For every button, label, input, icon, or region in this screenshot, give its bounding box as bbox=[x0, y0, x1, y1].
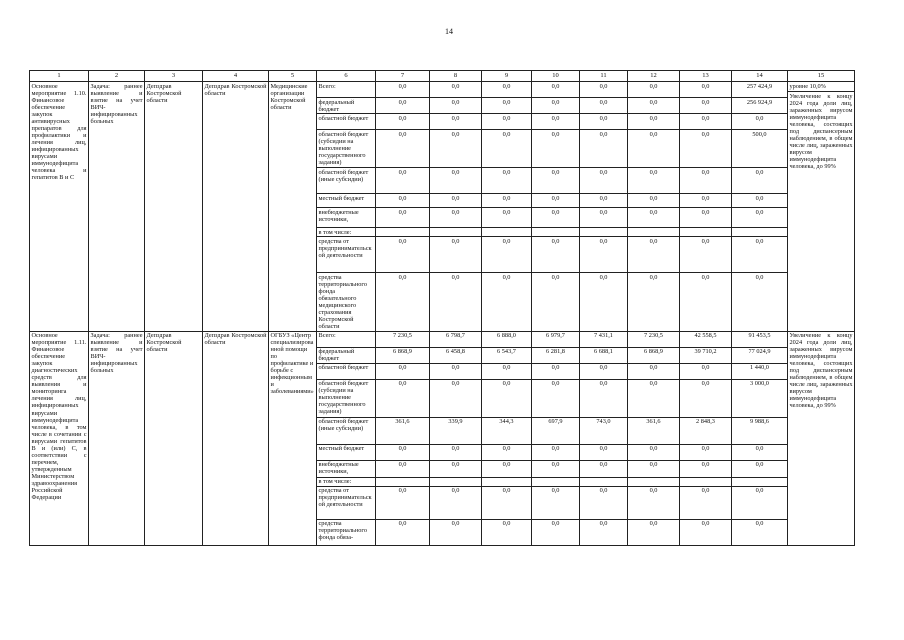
source-cell: средства территориального фонда обяза- bbox=[317, 519, 376, 545]
header-cell: 10 bbox=[532, 71, 580, 82]
value-cell: 0,0 bbox=[376, 486, 430, 519]
value-cell: 0,0 bbox=[732, 168, 788, 194]
value-cell: 0,0 bbox=[732, 273, 788, 331]
value-cell: 6 543,7 bbox=[482, 347, 532, 363]
value-cell: 0,0 bbox=[680, 168, 732, 194]
task-cell: Задача: раннее выявление и взятие на учет ВИЧ-инфицированных больных bbox=[89, 82, 145, 332]
value-cell: 0,0 bbox=[680, 82, 732, 98]
value-cell: 0,0 bbox=[628, 114, 680, 130]
source-cell: областной бюджет bbox=[317, 363, 376, 379]
value-cell: 0,0 bbox=[580, 444, 628, 460]
value-cell: 0,0 bbox=[580, 208, 628, 228]
value-cell: 0,0 bbox=[376, 237, 430, 273]
source-cell: местный бюджет bbox=[317, 444, 376, 460]
value-cell: 0,0 bbox=[532, 194, 580, 208]
value-cell: 7 230,5 bbox=[376, 331, 430, 347]
value-cell: 0,0 bbox=[482, 444, 532, 460]
value-cell: 0,0 bbox=[580, 519, 628, 545]
value-cell: 39 710,2 bbox=[680, 347, 732, 363]
value-cell: 0,0 bbox=[532, 98, 580, 114]
value-cell: 0,0 bbox=[430, 379, 482, 417]
value-cell: 0,0 bbox=[376, 98, 430, 114]
source-cell: областной бюджет bbox=[317, 114, 376, 130]
value-cell: 0,0 bbox=[580, 82, 628, 98]
source-cell: местный бюджет bbox=[317, 194, 376, 208]
value-cell: 0,0 bbox=[580, 273, 628, 331]
value-cell: 0,0 bbox=[482, 82, 532, 98]
value-cell: 0,0 bbox=[532, 519, 580, 545]
source-cell: средства от предпринимательской деятельности bbox=[317, 237, 376, 273]
value-cell: 0,0 bbox=[628, 273, 680, 331]
value-cell: 0,0 bbox=[628, 237, 680, 273]
value-cell: 0,0 bbox=[532, 130, 580, 168]
value-cell: 0,0 bbox=[680, 208, 732, 228]
coexecutor-cell: Депздрав Костромской области bbox=[203, 82, 269, 332]
result-text: Увеличение к концу 2024 года доли лиц, зараженных вирусом иммунодефицита человека, состоящих под диспансерным наблюдением, в общем числе лиц, зараженных вирусом иммунодефицита человека, до 99% bbox=[789, 332, 853, 410]
value-cell: 0,0 bbox=[628, 379, 680, 417]
value-cell: 0,0 bbox=[482, 486, 532, 519]
source-cell: внебюджетные источники, bbox=[317, 208, 376, 228]
table-row bbox=[30, 331, 855, 347]
source-cell: средства территориального фонда обязательного медицинского страхования Костромской области bbox=[317, 273, 376, 331]
source-cell: в том числе: bbox=[317, 228, 376, 237]
value-cell: 0,0 bbox=[376, 82, 430, 98]
value-cell: 0,0 bbox=[430, 486, 482, 519]
value-cell: 0,0 bbox=[532, 114, 580, 130]
value-cell: 0,0 bbox=[680, 237, 732, 273]
header-cell: 6 bbox=[317, 71, 376, 82]
value-cell: 0,0 bbox=[482, 194, 532, 208]
value-cell: 0,0 bbox=[580, 237, 628, 273]
value-cell: 0,0 bbox=[580, 130, 628, 168]
value-cell: 0,0 bbox=[532, 486, 580, 519]
value-cell: 0,0 bbox=[482, 237, 532, 273]
source-cell: федеральный бюджет bbox=[317, 98, 376, 114]
value-cell: 0,0 bbox=[430, 363, 482, 379]
value-cell: 0,0 bbox=[376, 130, 430, 168]
value-cell: 0,0 bbox=[482, 363, 532, 379]
value-cell: 0,0 bbox=[680, 98, 732, 114]
value-cell bbox=[580, 477, 628, 486]
value-cell: 6 281,8 bbox=[532, 347, 580, 363]
value-cell: 0,0 bbox=[376, 273, 430, 331]
value-cell: 0,0 bbox=[482, 168, 532, 194]
value-cell: 0,0 bbox=[628, 444, 680, 460]
value-cell: 0,0 bbox=[482, 114, 532, 130]
page-number: 14 bbox=[445, 27, 453, 36]
value-cell: 697,9 bbox=[532, 417, 580, 444]
value-cell: 77 024,9 bbox=[732, 347, 788, 363]
value-cell: 743,0 bbox=[580, 417, 628, 444]
value-cell: 0,0 bbox=[680, 363, 732, 379]
value-cell: 7 230,5 bbox=[628, 331, 680, 347]
value-cell: 0,0 bbox=[430, 82, 482, 98]
value-cell: 0,0 bbox=[430, 98, 482, 114]
value-cell: 256 924,9 bbox=[732, 98, 788, 114]
value-cell: 0,0 bbox=[430, 168, 482, 194]
value-cell bbox=[732, 477, 788, 486]
value-cell: 6 688,1 bbox=[580, 347, 628, 363]
value-cell: 0,0 bbox=[430, 237, 482, 273]
value-cell: 0,0 bbox=[580, 114, 628, 130]
value-cell: 0,0 bbox=[580, 168, 628, 194]
value-cell: 0,0 bbox=[680, 486, 732, 519]
value-cell: 0,0 bbox=[376, 208, 430, 228]
value-cell: 6 888,0 bbox=[482, 331, 532, 347]
value-cell bbox=[430, 228, 482, 237]
value-cell bbox=[628, 477, 680, 486]
value-cell: 0,0 bbox=[532, 168, 580, 194]
value-cell bbox=[732, 228, 788, 237]
header-cell: 12 bbox=[628, 71, 680, 82]
value-cell bbox=[628, 228, 680, 237]
value-cell: 0,0 bbox=[628, 460, 680, 477]
table-row bbox=[30, 82, 855, 98]
source-cell: средства от предпринимательской деятельности bbox=[317, 486, 376, 519]
source-cell: Всего: bbox=[317, 82, 376, 98]
value-cell bbox=[376, 228, 430, 237]
value-cell bbox=[430, 477, 482, 486]
value-cell: 0,0 bbox=[628, 98, 680, 114]
header-row bbox=[30, 71, 855, 82]
value-cell bbox=[376, 477, 430, 486]
value-cell: 0,0 bbox=[376, 519, 430, 545]
value-cell: 1 440,0 bbox=[732, 363, 788, 379]
value-cell: 0,0 bbox=[376, 444, 430, 460]
source-cell: федеральный бюджет bbox=[317, 347, 376, 363]
value-cell: 0,0 bbox=[732, 519, 788, 545]
value-cell: 344,3 bbox=[482, 417, 532, 444]
value-cell: 0,0 bbox=[580, 460, 628, 477]
value-cell: 0,0 bbox=[628, 82, 680, 98]
task-cell: Задача: раннее выявление и взятие на учет ВИЧ-инфицированных больных bbox=[89, 331, 145, 545]
value-cell: 0,0 bbox=[628, 519, 680, 545]
value-cell: 339,9 bbox=[430, 417, 482, 444]
value-cell: 0,0 bbox=[628, 130, 680, 168]
value-cell: 6 458,8 bbox=[430, 347, 482, 363]
value-cell: 91 453,5 bbox=[732, 331, 788, 347]
value-cell: 0,0 bbox=[732, 237, 788, 273]
source-cell: областной бюджет (субсидии на выполнение государственного задания) bbox=[317, 379, 376, 417]
value-cell: 0,0 bbox=[532, 444, 580, 460]
result-cell bbox=[788, 331, 855, 545]
header-cell: 2 bbox=[89, 71, 145, 82]
value-cell: 0,0 bbox=[376, 379, 430, 417]
value-cell: 6 979,7 bbox=[532, 331, 580, 347]
value-cell: 6 798,7 bbox=[430, 331, 482, 347]
header-cell: 9 bbox=[482, 71, 532, 82]
source-cell: внебюджетные источники, bbox=[317, 460, 376, 477]
header-cell: 14 bbox=[732, 71, 788, 82]
value-cell: 0,0 bbox=[482, 519, 532, 545]
measure-cell: Основное мероприятие 1.11. Финансовое обеспечение закупок диагностических средств для выявления и мониторинга лечения лиц, инфицированных вирусами иммунодефицита человека, в том числе в сочетании с вирусами гепатитов В и (или) С, в соответствии с перечнем, утвержденным Министерством здравоохранения Российской Федерации bbox=[30, 331, 89, 545]
value-cell: 0,0 bbox=[430, 519, 482, 545]
value-cell: 0,0 bbox=[628, 208, 680, 228]
value-cell: 0,0 bbox=[430, 460, 482, 477]
value-cell bbox=[532, 228, 580, 237]
value-cell: 0,0 bbox=[376, 114, 430, 130]
value-cell: 0,0 bbox=[430, 194, 482, 208]
value-cell: 0,0 bbox=[580, 379, 628, 417]
header-cell: 3 bbox=[145, 71, 203, 82]
value-cell: 0,0 bbox=[482, 460, 532, 477]
result-text: Увеличение к концу 2024 года доли лиц, зараженных вирусом иммунодефицита человека, состоящих под диспансерным наблюдением, в общем числе лиц, зараженных вирусом иммунодефицита человека, до 99% bbox=[789, 92, 853, 171]
value-cell: 0,0 bbox=[482, 273, 532, 331]
value-cell: 0,0 bbox=[732, 486, 788, 519]
participants-cell: Медицинские организации Костромской области bbox=[269, 82, 317, 332]
participants-cell: ОГБУЗ «Центр специализированной помощи по профилактике и борьбе с инфекционными заболеваниями» bbox=[269, 331, 317, 545]
value-cell: 0,0 bbox=[580, 194, 628, 208]
source-cell: Всего: bbox=[317, 331, 376, 347]
value-cell: 0,0 bbox=[680, 130, 732, 168]
value-cell: 0,0 bbox=[376, 168, 430, 194]
value-cell: 0,0 bbox=[628, 363, 680, 379]
value-cell: 6 868,9 bbox=[376, 347, 430, 363]
value-cell: 0,0 bbox=[430, 444, 482, 460]
value-cell: 0,0 bbox=[482, 208, 532, 228]
value-cell: 0,0 bbox=[430, 114, 482, 130]
value-cell: 0,0 bbox=[532, 208, 580, 228]
value-cell: 0,0 bbox=[532, 363, 580, 379]
value-cell: 0,0 bbox=[430, 208, 482, 228]
value-cell: 361,6 bbox=[628, 417, 680, 444]
carry-over-note: уровне 10,0% bbox=[788, 83, 854, 92]
value-cell: 0,0 bbox=[532, 273, 580, 331]
value-cell bbox=[482, 228, 532, 237]
header-cell: 8 bbox=[430, 71, 482, 82]
value-cell: 0,0 bbox=[732, 460, 788, 477]
value-cell: 0,0 bbox=[680, 114, 732, 130]
value-cell bbox=[680, 477, 732, 486]
result-cell bbox=[788, 82, 855, 332]
value-cell: 0,0 bbox=[732, 194, 788, 208]
value-cell: 0,0 bbox=[628, 194, 680, 208]
value-cell: 0,0 bbox=[376, 460, 430, 477]
value-cell: 0,0 bbox=[532, 82, 580, 98]
header-cell: 13 bbox=[680, 71, 732, 82]
value-cell: 500,0 bbox=[732, 130, 788, 168]
value-cell: 6 868,9 bbox=[628, 347, 680, 363]
value-cell: 0,0 bbox=[680, 519, 732, 545]
source-cell: областной бюджет (иные субсидии) bbox=[317, 417, 376, 444]
value-cell: 7 431,1 bbox=[580, 331, 628, 347]
header-cell: 15 bbox=[788, 71, 855, 82]
source-cell: областной бюджет (субсидии на выполнение государственного задания) bbox=[317, 130, 376, 168]
value-cell: 0,0 bbox=[732, 114, 788, 130]
value-cell: 0,0 bbox=[628, 168, 680, 194]
value-cell bbox=[482, 477, 532, 486]
value-cell: 0,0 bbox=[680, 379, 732, 417]
funding-table bbox=[29, 70, 855, 546]
value-cell: 0,0 bbox=[580, 98, 628, 114]
header-cell: 7 bbox=[376, 71, 430, 82]
value-cell: 2 848,3 bbox=[680, 417, 732, 444]
executor-cell: Депздрав Костромской области bbox=[145, 82, 203, 332]
value-cell: 0,0 bbox=[732, 444, 788, 460]
source-cell: в том числе: bbox=[317, 477, 376, 486]
value-cell: 0,0 bbox=[532, 379, 580, 417]
value-cell bbox=[532, 477, 580, 486]
value-cell: 361,6 bbox=[376, 417, 430, 444]
header-cell: 11 bbox=[580, 71, 628, 82]
value-cell: 0,0 bbox=[430, 130, 482, 168]
value-cell: 0,0 bbox=[482, 130, 532, 168]
value-cell: 0,0 bbox=[532, 460, 580, 477]
value-cell: 0,0 bbox=[482, 379, 532, 417]
value-cell: 0,0 bbox=[580, 486, 628, 519]
measure-cell: Основное мероприятие 1.10. Финансовое обеспечение закупок антивирусных препаратов для профилактики и лечения лиц, инфицированных вирусами иммунодефицита человека и гепатитов В и С bbox=[30, 82, 89, 332]
value-cell: 257 424,9 bbox=[732, 82, 788, 98]
value-cell: 0,0 bbox=[680, 460, 732, 477]
executor-cell: Депздрав Костромской области bbox=[145, 331, 203, 545]
value-cell: 42 558,5 bbox=[680, 331, 732, 347]
header-cell: 5 bbox=[269, 71, 317, 82]
value-cell bbox=[580, 228, 628, 237]
value-cell bbox=[680, 228, 732, 237]
value-cell: 0,0 bbox=[482, 98, 532, 114]
header-cell: 4 bbox=[203, 71, 269, 82]
value-cell: 0,0 bbox=[580, 363, 628, 379]
value-cell: 0,0 bbox=[680, 273, 732, 331]
header-cell: 1 bbox=[30, 71, 89, 82]
value-cell: 0,0 bbox=[430, 273, 482, 331]
coexecutor-cell: Депздрав Костромской области bbox=[203, 331, 269, 545]
value-cell: 0,0 bbox=[376, 363, 430, 379]
value-cell: 9 988,6 bbox=[732, 417, 788, 444]
value-cell: 0,0 bbox=[532, 237, 580, 273]
value-cell: 3 000,0 bbox=[732, 379, 788, 417]
value-cell: 0,0 bbox=[680, 444, 732, 460]
value-cell: 0,0 bbox=[376, 194, 430, 208]
value-cell: 0,0 bbox=[628, 486, 680, 519]
value-cell: 0,0 bbox=[732, 208, 788, 228]
source-cell: областной бюджет (иные субсидии) bbox=[317, 168, 376, 194]
value-cell: 0,0 bbox=[680, 194, 732, 208]
